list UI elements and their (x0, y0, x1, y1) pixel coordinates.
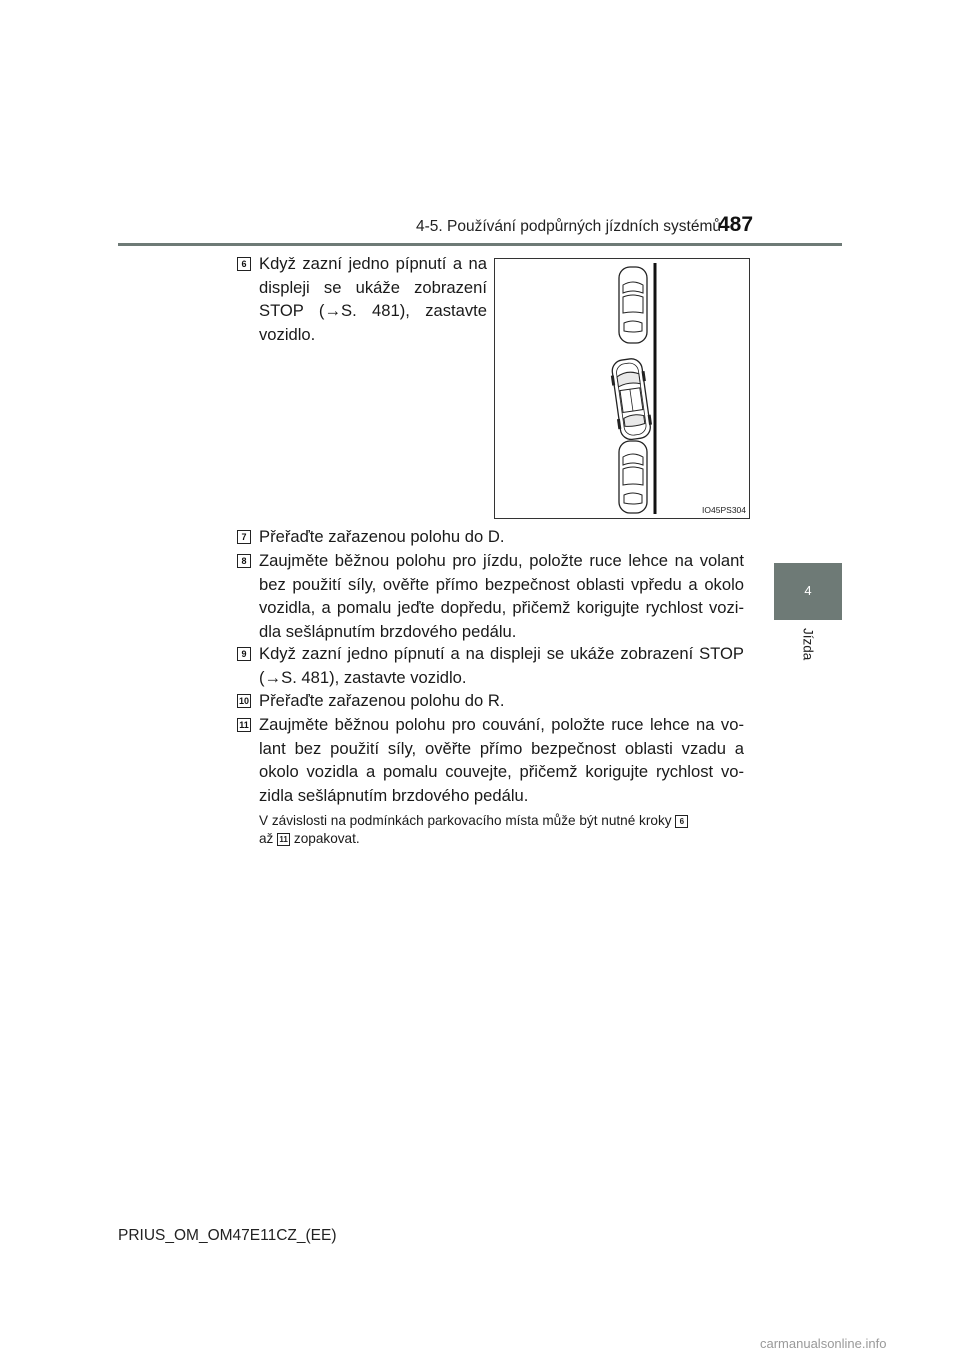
note-text: V závislosti na podmínkách parkovacího místa může být nutné kroky (259, 813, 672, 828)
step-number: 9 (237, 647, 251, 661)
parked-car-front-icon (619, 267, 647, 343)
step-number: 10 (238, 696, 249, 706)
step-text: Když zazní jedno pípnutí a na displeji se ukáže zobrazení STOP (→S. 481), zastavte vozidlo. (259, 644, 744, 687)
header-rule (118, 243, 842, 246)
watermark: carmanualsonline.info (760, 1336, 887, 1351)
step-text: Přeřaďte zařazenou polohu do D. (259, 527, 505, 546)
step-number: 8 (237, 554, 251, 568)
step-ref: 11 (277, 833, 290, 846)
parking-illustration (494, 258, 750, 519)
footer-doc-code: PRIUS_OM_OM47E11CZ_(EE) (118, 1227, 337, 1244)
step-number: 6 (237, 257, 251, 271)
note-text: až (259, 831, 274, 846)
step-text: Zaujměte běžnou polohu pro jízdu, položte ruce lehce na volant bez použití síly, ověřte přímo bezpečnost oblasti vpředu a okolo vozidla, a pomalu jeďte dopředu, přičemž korigujte rychlost vozi-dla sešlápnutím brzdového pedálu. (259, 551, 744, 641)
step-text: Když zazní jedno pípnutí a na displeji se ukáže zobrazení STOP (→S. 481), zastavte vozidlo. (259, 254, 487, 344)
chapter-label: Jízda (800, 628, 816, 661)
step-ref: 6 (675, 815, 688, 828)
note (259, 812, 726, 848)
parked-car-rear-icon (619, 441, 647, 513)
own-car-icon (609, 357, 654, 441)
step-text: Přeřaďte zařazenou polohu do R. (259, 691, 505, 710)
note-text: zopakovat. (293, 831, 360, 846)
page-number: 487 (718, 213, 754, 236)
chapter-tab[interactable]: 4 (774, 563, 842, 620)
figure-code: IO45PS304 (702, 505, 746, 515)
header-section-title: 4-5. Používání podpůrných jízdních systémů (416, 218, 721, 235)
step-number: 7 (237, 530, 251, 544)
step-text: Zaujměte běžnou polohu pro couvání, položte ruce lehce na vo-lant bez použití síly, ověřte přímo bezpečnost oblasti vzadu a okolo vozidla a pomalu couvejte, přičemž korigujte rychlost vo-zidla sešlápnutím brzdového pedálu. (259, 715, 744, 805)
step-number: 11 (237, 718, 251, 732)
